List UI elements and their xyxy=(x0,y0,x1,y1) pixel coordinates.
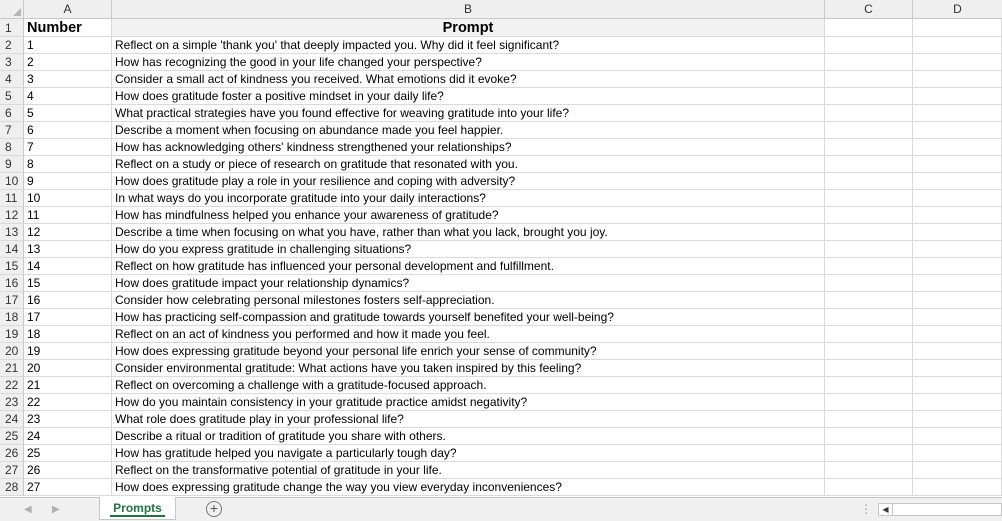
column-header-b[interactable]: B xyxy=(112,0,825,18)
row-number[interactable]: 5 xyxy=(0,88,24,105)
cell-number[interactable]: 19 xyxy=(24,343,112,359)
table-row xyxy=(24,309,1002,326)
scroll-left-icon[interactable]: ◀ xyxy=(879,504,893,515)
cell-empty[interactable] xyxy=(913,462,1002,478)
row-number[interactable]: 23 xyxy=(0,394,24,411)
cell-empty[interactable] xyxy=(913,343,1002,359)
cell-number[interactable]: 3 xyxy=(24,71,112,87)
table-row xyxy=(24,190,1002,207)
cell-empty[interactable] xyxy=(825,139,913,155)
cell-prompt[interactable]: How has mindfulness helped you enhance your awareness of gratitude? xyxy=(112,207,825,223)
cell-number[interactable]: 27 xyxy=(24,479,112,495)
cell-number[interactable]: 21 xyxy=(24,377,112,393)
row-number[interactable]: 8 xyxy=(0,139,24,156)
table-row xyxy=(24,360,1002,377)
cell-prompt[interactable]: Consider a small act of kindness you received. What emotions did it evoke? xyxy=(112,71,825,87)
table-row xyxy=(24,462,1002,479)
cell-number[interactable]: 20 xyxy=(24,360,112,376)
cell-empty[interactable] xyxy=(825,207,913,223)
cell-number[interactable]: 4 xyxy=(24,88,112,104)
cell-prompt[interactable]: Reflect on a simple 'thank you' that deeply impacted you. Why did it feel significant? xyxy=(112,37,825,53)
cell-empty[interactable] xyxy=(825,54,913,70)
cell-prompt[interactable]: How has recognizing the good in your life changed your perspective? xyxy=(112,54,825,70)
cell-empty[interactable] xyxy=(825,445,913,461)
cell-empty[interactable] xyxy=(825,19,913,36)
row-number[interactable]: 15 xyxy=(0,258,24,275)
row-number[interactable]: 26 xyxy=(0,445,24,462)
row-number[interactable]: 16 xyxy=(0,275,24,292)
row-number[interactable]: 12 xyxy=(0,207,24,224)
cell-empty[interactable] xyxy=(913,241,1002,257)
cell-empty[interactable] xyxy=(913,37,1002,53)
cell-empty[interactable] xyxy=(825,326,913,342)
cell-prompt[interactable]: How has gratitude helped you navigate a particularly tough day? xyxy=(112,445,825,461)
cell-empty[interactable] xyxy=(825,411,913,427)
table-row xyxy=(24,207,1002,224)
cell-number[interactable]: 18 xyxy=(24,326,112,342)
table-row xyxy=(24,105,1002,122)
cell-empty[interactable] xyxy=(825,156,913,172)
cell-number[interactable]: 14 xyxy=(24,258,112,274)
row-number[interactable]: 9 xyxy=(0,156,24,173)
cell-number[interactable]: 16 xyxy=(24,292,112,308)
table-row xyxy=(24,156,1002,173)
column-header-c[interactable]: C xyxy=(825,0,913,18)
cell-number[interactable]: 12 xyxy=(24,224,112,240)
cell-number[interactable]: 17 xyxy=(24,309,112,325)
row-number[interactable]: 7 xyxy=(0,122,24,139)
column-header-d[interactable]: D xyxy=(953,2,962,16)
cell-number[interactable]: 6 xyxy=(24,122,112,138)
cell-empty[interactable] xyxy=(913,190,1002,206)
select-all-triangle-icon xyxy=(13,8,21,16)
row-number[interactable]: 28 xyxy=(0,479,24,496)
row-number[interactable]: 11 xyxy=(0,190,24,207)
cell-prompt[interactable]: Reflect on a study or piece of research on gratitude that resonated with you. xyxy=(112,156,825,172)
cell-empty[interactable] xyxy=(825,105,913,121)
cell-number[interactable]: 2 xyxy=(24,54,112,70)
cell-empty[interactable] xyxy=(825,309,913,325)
table-row xyxy=(24,411,1002,428)
cell-empty[interactable] xyxy=(913,445,1002,461)
row-number[interactable]: 25 xyxy=(0,428,24,445)
cell-empty[interactable] xyxy=(825,275,913,291)
cell-prompt[interactable]: How does gratitude foster a positive mindset in your daily life? xyxy=(112,88,825,104)
cell-prompt[interactable]: Reflect on the transformative potential of gratitude in your life. xyxy=(112,462,825,478)
row-number[interactable]: 13 xyxy=(0,224,24,241)
cell-empty[interactable] xyxy=(913,71,1002,87)
row-number[interactable]: 1 xyxy=(0,19,24,37)
sheet-tab-bar xyxy=(0,497,1002,521)
cell-prompt[interactable]: Consider environmental gratitude: What actions have you taken inspired by this feeling? xyxy=(112,360,825,376)
cell-empty[interactable] xyxy=(913,394,1002,410)
cell-number[interactable]: 5 xyxy=(24,105,112,121)
row-number[interactable]: 19 xyxy=(0,326,24,343)
cell-prompt[interactable]: What role does gratitude play in your professional life? xyxy=(112,411,825,427)
table-row xyxy=(24,428,1002,445)
cell-empty[interactable] xyxy=(913,156,1002,172)
cell-number[interactable]: 11 xyxy=(24,207,112,223)
row-number[interactable]: 4 xyxy=(0,71,24,88)
table-row xyxy=(24,445,1002,462)
cell-empty[interactable] xyxy=(825,224,913,240)
cell-prompt[interactable]: What practical strategies have you found effective for weaving gratitude into your life? xyxy=(112,105,825,121)
chevron-left-icon[interactable]: ◀ xyxy=(24,504,32,515)
cell-number[interactable]: 26 xyxy=(24,462,112,478)
table-row xyxy=(24,292,1002,309)
cell-prompt[interactable]: How do you express gratitude in challenging situations? xyxy=(112,241,825,257)
column-header-row xyxy=(0,0,1002,19)
cell-empty[interactable] xyxy=(825,479,913,495)
chevron-right-icon[interactable]: ▶ xyxy=(52,504,60,515)
row-number[interactable]: 22 xyxy=(0,377,24,394)
header-data-row xyxy=(24,19,1002,37)
table-row xyxy=(24,343,1002,360)
cell-prompt[interactable]: Describe a moment when focusing on abundance made you feel happier. xyxy=(112,122,825,138)
table-row xyxy=(24,394,1002,411)
cell-prompt[interactable]: Reflect on overcoming a challenge with a gratitude-focused approach. xyxy=(112,377,825,393)
plus-circle-icon[interactable]: + xyxy=(206,501,222,517)
cell-number[interactable]: 7 xyxy=(24,139,112,155)
cell-number[interactable]: 25 xyxy=(24,445,112,461)
cell-prompt[interactable]: How has acknowledging others' kindness strengthened your relationships? xyxy=(112,139,825,155)
cell-number[interactable]: 15 xyxy=(24,275,112,291)
cell-empty[interactable] xyxy=(825,241,913,257)
table-row xyxy=(24,88,1002,105)
table-row xyxy=(24,71,1002,88)
cell-empty[interactable] xyxy=(825,71,913,87)
row-number[interactable]: 17 xyxy=(0,292,24,309)
cell-empty[interactable] xyxy=(913,88,1002,104)
cell-empty[interactable] xyxy=(913,292,1002,308)
cell-empty[interactable] xyxy=(825,122,913,138)
column-header-a[interactable]: A xyxy=(24,0,112,18)
cell-empty[interactable] xyxy=(913,122,1002,138)
cell-empty[interactable] xyxy=(913,309,1002,325)
cell-empty[interactable] xyxy=(825,428,913,444)
table-row xyxy=(24,241,1002,258)
cell-empty[interactable] xyxy=(825,377,913,393)
table-row xyxy=(24,173,1002,190)
table-row xyxy=(24,377,1002,394)
row-number[interactable]: 3 xyxy=(0,54,24,71)
cell-empty[interactable] xyxy=(913,105,1002,121)
cell-number[interactable]: 22 xyxy=(24,394,112,410)
cell-empty[interactable] xyxy=(913,54,1002,70)
table-row xyxy=(24,54,1002,71)
cell-empty[interactable] xyxy=(825,37,913,53)
cell-empty[interactable] xyxy=(825,462,913,478)
row-number[interactable]: 21 xyxy=(0,360,24,377)
row-number[interactable]: 20 xyxy=(0,343,24,360)
cell-empty[interactable] xyxy=(913,139,1002,155)
cell-empty[interactable] xyxy=(825,173,913,189)
cell-prompt[interactable]: Describe a time when focusing on what you have, rather than what you lack, brought you joy. xyxy=(112,224,825,240)
cell-empty[interactable] xyxy=(913,479,1002,495)
sheet-tab-prompts[interactable]: Prompts xyxy=(99,497,176,520)
table-row xyxy=(24,479,1002,496)
cell-number[interactable]: 23 xyxy=(24,411,112,427)
row-number[interactable]: 14 xyxy=(0,241,24,258)
table-row xyxy=(24,326,1002,343)
cell-empty[interactable] xyxy=(825,258,913,274)
cell-empty[interactable] xyxy=(913,173,1002,189)
table-row xyxy=(24,37,1002,54)
row-number[interactable]: 24 xyxy=(0,411,24,428)
cell-prompt[interactable]: Consider how celebrating personal milestones fosters self-appreciation. xyxy=(112,292,825,308)
cell-number[interactable]: 13 xyxy=(24,241,112,257)
table-row xyxy=(24,224,1002,241)
row-number[interactable]: 18 xyxy=(0,309,24,326)
cell-prompt[interactable]: How does gratitude play a role in your resilience and coping with adversity? xyxy=(112,173,825,189)
cell-empty[interactable] xyxy=(825,394,913,410)
row-number[interactable]: 10 xyxy=(0,173,24,190)
cell-number[interactable]: 9 xyxy=(24,173,112,189)
cell-empty[interactable] xyxy=(913,411,1002,427)
cell-empty[interactable] xyxy=(913,428,1002,444)
cell-prompt[interactable]: In what ways do you incorporate gratitude into your daily interactions? xyxy=(112,190,825,206)
table-row xyxy=(24,275,1002,292)
cell-empty[interactable] xyxy=(913,224,1002,240)
row-number[interactable]: 27 xyxy=(0,462,24,479)
cell-empty[interactable] xyxy=(825,360,913,376)
cell-number[interactable]: 1 xyxy=(24,37,112,53)
cell-number[interactable]: 8 xyxy=(24,156,112,172)
table-row xyxy=(24,258,1002,275)
splitter-handle[interactable]: ⋮ xyxy=(860,502,872,516)
cell-empty[interactable] xyxy=(825,190,913,206)
cell-empty[interactable] xyxy=(913,377,1002,393)
cell-prompt[interactable]: How does expressing gratitude change the way you view everyday inconveniences? xyxy=(112,479,825,495)
cell-empty[interactable] xyxy=(913,258,1002,274)
table-row xyxy=(24,122,1002,139)
cell-prompt[interactable]: Describe a ritual or tradition of gratitude you share with others. xyxy=(112,428,825,444)
table-row xyxy=(24,139,1002,156)
cell-prompt[interactable]: How does gratitude impact your relationship dynamics? xyxy=(112,275,825,291)
cell-empty[interactable] xyxy=(825,343,913,359)
cell-empty[interactable] xyxy=(913,326,1002,342)
cell-empty[interactable] xyxy=(913,360,1002,376)
cell-empty[interactable] xyxy=(825,292,913,308)
header-cell-prompt[interactable]: Prompt xyxy=(112,19,825,36)
cell-prompt[interactable]: How has practicing self-compassion and gratitude towards yourself benefited your well-being? xyxy=(112,309,825,325)
row-number[interactable]: 6 xyxy=(0,105,24,122)
row-number[interactable]: 2 xyxy=(0,37,24,54)
cell-prompt[interactable]: Reflect on how gratitude has influenced your personal development and fulfillment. xyxy=(112,258,825,274)
cell-number[interactable]: 10 xyxy=(24,190,112,206)
horizontal-scrollbar[interactable] xyxy=(878,503,1002,516)
cell-empty[interactable] xyxy=(913,19,1002,36)
cell-empty[interactable] xyxy=(913,207,1002,223)
cell-number[interactable]: 24 xyxy=(24,428,112,444)
cell-prompt[interactable]: How do you maintain consistency in your gratitude practice amidst negativity? xyxy=(112,394,825,410)
header-cell-number[interactable]: Number xyxy=(24,19,112,36)
cell-prompt[interactable]: How does expressing gratitude beyond your personal life enrich your sense of community? xyxy=(112,343,825,359)
cell-empty[interactable] xyxy=(913,275,1002,291)
cell-prompt[interactable]: Reflect on an act of kindness you performed and how it made you feel. xyxy=(112,326,825,342)
cell-empty[interactable] xyxy=(825,88,913,104)
select-all-corner[interactable] xyxy=(0,0,24,18)
